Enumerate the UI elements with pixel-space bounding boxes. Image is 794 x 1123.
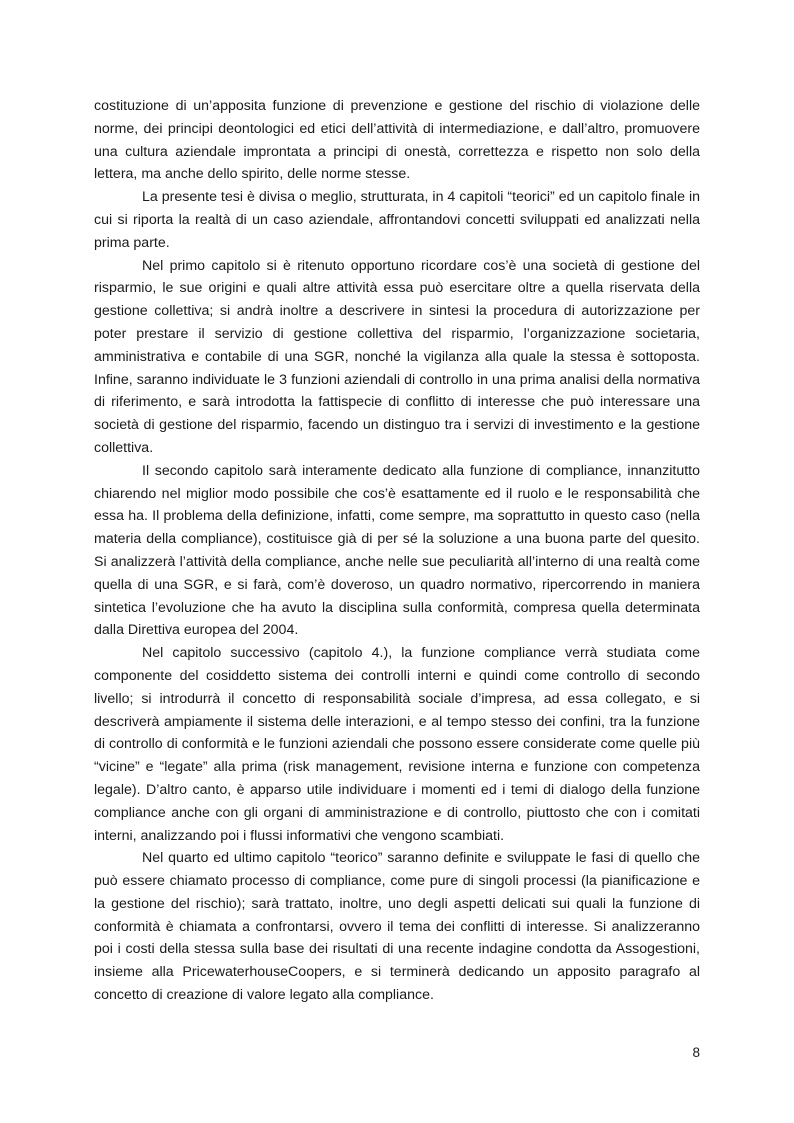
paragraph-continuation: costituzione di un’apposita funzione di prevenzione e gestione del rischio di violazione delle norme, dei principi deontologici ed etici dell’attività di intermediazione, e dall’altro, promuovere una cultura aziendale improntata a principi di onestà, correttezza e rispetto non solo della lettera, ma anche dello spirito, delle norme stesse. bbox=[94, 98, 700, 183]
paragraph-chapter-two: Il secondo capitolo sarà interamente dedicato alla funzione di compliance, innanzitutto chiarendo nel miglior modo possibile che cos’è esattamente ed il ruolo e le responsabilità che essa ha. Il problema della definizione, infatti, come sempre, ma soprattutto in questo caso (nella materia della compliance), costituisce già di per sé la soluzione a una buona parte del quesito. Si analizzerà l’attività della compliance, anche nelle sue peculiarità all’interno di una realtà come quella di una SGR, e si farà, com’è doveroso, un quadro normativo, ripercorrendo in maniera sintetica l’evoluzione che ha avuto la disciplina sulla conformità, compresa quella determinata dalla Direttiva europea del 2004. bbox=[94, 462, 700, 639]
paragraph-thesis-structure: La presente tesi è divisa o meglio, strutturata, in 4 capitoli “teorici” ed un capitolo finale in cui si riporta la realtà di un caso aziendale, affrontandovi concetti sviluppati ed analizzati nella prima parte. bbox=[94, 189, 700, 251]
paragraph-chapter-four: Nel quarto ed ultimo capitolo “teorico” saranno definite e sviluppate le fasi di quello che può essere chiamato processo di compliance, come pure di singoli processi (la pianificazione e la gestione del rischio); sarà trattato, inoltre, uno degli aspetti delicati sui quali la funzione di conformità è chiamata a confrontarsi, ovvero il tema dei conflitti di interesse. Si analizzeranno poi i costi della stessa sulla base dei risultati di una recente indagine condotta da Assogestioni, insieme alla PricewaterhouseCoopers, e si terminerà dedicando un apposito paragrafo al concetto di creazione di valore legato alla compliance. bbox=[94, 850, 700, 1004]
page-number: 8 bbox=[692, 1045, 700, 1060]
paragraph-chapter-one: Nel primo capitolo si è ritenuto opportuno ricordare cos’è una società di gestione del risparmio, le sue origini e quali altre attività essa può esercitare oltre a quella riservata della gestione collettiva; si andrà inoltre a descrivere in sintesi la procedura di autorizzazione per poter prestare il servizio di gestione collettiva del risparmio, l’organizzazione societaria, amministrativa e contabile di una SGR, nonché la vigilanza alla quale la stessa è sottoposta. Infine, saranno individuate le 3 funzioni aziendali di controllo in una prima analisi della normativa di riferimento, e sarà introdotta la fattispecie di conflitto di interesse che può interessare una società di gestione del risparmio, facendo un distinguo tra i servizi di investimento e la gestione collettiva. bbox=[94, 257, 700, 456]
paragraph-chapter-three: Nel capitolo successivo (capitolo 4.), la funzione compliance verrà studiata come componente del cosiddetto sistema dei controlli interni e quindi come controllo di secondo livello; si introdurrà il concetto di responsabilità sociale d’impresa, ad essa collegato, e si descriverà ampiamente il sistema delle interazioni, e al tempo stesso dei confini, tra la funzione di controllo di conformità e le funzioni aziendali che possono essere considerate come quelle più “vicine” e “legate” alla prima (risk management, revisione interna e funzione con competenza legale). D’altro canto, è apparso utile individuare i momenti ed i temi di dialogo della funzione compliance anche con gli organi di amministrazione e di controllo, piuttosto che con i comitati interni, analizzando poi i flussi informativi che vengono scambiati. bbox=[94, 645, 700, 844]
document-page bbox=[94, 95, 700, 1007]
